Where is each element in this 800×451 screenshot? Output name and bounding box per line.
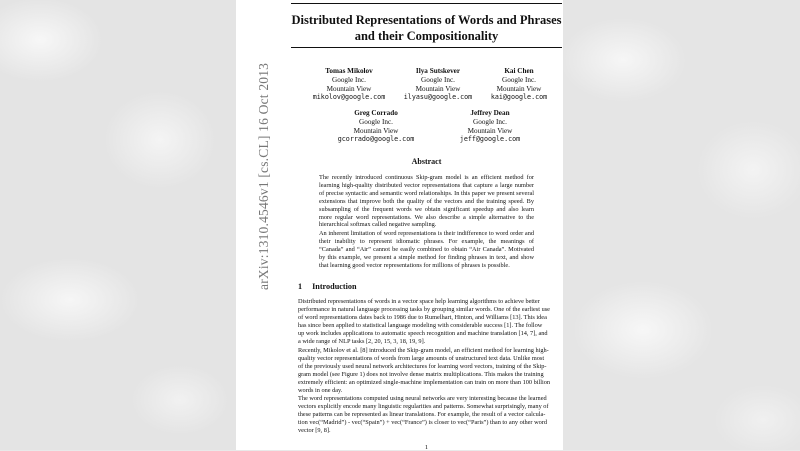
abstract-paragraph: The recently introduced continuous Skip-gram model is an efficient method for learning high-quality distributed vector representations that capture a large number of precise syntactic and semantic word relationships. In this paper we present several extensions that improve both the quality of the vectors and the training speed. By subsampling of the frequent words we obtain significant speedup and also learn more regular word representations. We also describe a simple alternative to the hierarchical softmax called negative sampling. — [319, 174, 534, 229]
title-line: and their Compositionality — [354, 29, 499, 43]
text-line: these patterns can be represented as linear translations. For example, the result of a vector calcula- — [298, 410, 546, 418]
author-name: Ilya Sutskever — [415, 67, 461, 75]
text-line: tion vec(“Madrid”) - vec(“Spain”) + vec(“France”) is closer to vec(“Paris”) than to any other word — [298, 418, 548, 426]
author-name: Tomas Mikolov — [325, 67, 373, 75]
text-line: up work includes applications to automatic speech recognition and machine translation [14, 7], and — [298, 329, 548, 337]
text-line: gram model (see Figure 1) does not involve dense matrix multiplications. This makes the training — [298, 370, 544, 378]
author-email: jeff@google.com — [459, 135, 521, 144]
author-block — [304, 67, 394, 102]
author-location: Mountain View — [415, 84, 461, 93]
author-org: Google Inc. — [359, 117, 393, 126]
text-line: words in one day. — [298, 386, 343, 394]
background-right — [563, 0, 800, 450]
author-block — [393, 67, 483, 102]
text-line: Distributed representations of words in a vector space help learning algorithms to achieve better — [298, 298, 540, 305]
author-email: kai@google.com — [490, 93, 548, 102]
text-line: of word representations dates back to 1986 due to Rumelhart, Hinton, and Williams [13]. This idea — [298, 313, 547, 321]
title-bottom-rule — [291, 47, 562, 48]
section-heading — [298, 282, 357, 291]
text-line: vectors explicitly encode many linguistic regularities and patterns. Somewhat surprisingly, many of — [298, 402, 549, 410]
intro-paragraph — [298, 347, 562, 394]
background-left — [0, 0, 236, 450]
title-line: Distributed Representations of Words and Phrases — [291, 13, 562, 27]
intro-paragraph — [298, 395, 562, 435]
text-line: of the previously used neural network architectures for learning word vectors, training of the Skip- — [298, 362, 547, 370]
section-title: Introduction — [312, 282, 357, 291]
abstract-heading: Abstract — [411, 157, 442, 166]
author-email: mikolov@google.com — [312, 93, 386, 102]
abstract-paragraph: An inherent limitation of word representations is their indifference to word order and their inability to represent idiomatic phrases. For example, the meanings of “Canada” and “Air” cannot be easily combined to obtain “Air Canada”. Motivated by this example, we present a simple method for finding phrases in text, and show that learning good vector representations for millions of phrases is possible. — [319, 230, 534, 269]
text-line: has since been applied to statistical language modeling with considerable success [1]. The follow — [298, 321, 543, 329]
author-email: ilyasu@google.com — [403, 93, 473, 102]
author-block — [445, 109, 535, 144]
text-line: extremely efficient: an optimized single-machine implementation can train on more than 100 billion — [298, 378, 551, 386]
author-org: Google Inc. — [473, 117, 507, 126]
author-block — [474, 67, 564, 102]
text-line: performance in natural language processing tasks by grouping similar words. One of the earliest use — [298, 305, 550, 313]
text-line: quality vector representations of words from large amounts of unstructured text data. Unlike most — [298, 354, 545, 362]
text-line: The word representations computed using neural networks are very interesting because the learned — [298, 395, 547, 402]
intro-paragraph — [298, 298, 562, 345]
author-name: Kai Chen — [504, 67, 534, 75]
author-email: gcorrado@google.com — [337, 135, 415, 144]
author-org: Google Inc. — [502, 75, 536, 84]
author-block — [331, 109, 421, 144]
author-location: Mountain View — [326, 84, 372, 93]
arxiv-stamp: arXiv:1310.4546v1 [cs.CL] 16 Oct 2013 — [256, 62, 271, 290]
title-top-rule — [291, 3, 562, 4]
text-line: a wide range of NLP tasks [2, 20, 15, 3, 18, 19, 9]. — [298, 337, 426, 345]
author-location: Mountain View — [467, 126, 513, 135]
author-name: Jeffrey Dean — [470, 109, 510, 117]
section-number: 1 — [298, 282, 303, 291]
paper-title — [291, 12, 562, 44]
author-org: Google Inc. — [421, 75, 455, 84]
author-org: Google Inc. — [332, 75, 366, 84]
author-location: Mountain View — [496, 84, 542, 93]
text-line: Recently, Mikolov et al. [8] introduced the Skip-gram model, an efficient method for learning high- — [298, 347, 549, 354]
author-location: Mountain View — [353, 126, 399, 135]
page-number: 1 — [424, 444, 429, 451]
text-line: vector [9, 8]. — [298, 426, 331, 434]
author-name: Greg Corrado — [354, 109, 398, 117]
